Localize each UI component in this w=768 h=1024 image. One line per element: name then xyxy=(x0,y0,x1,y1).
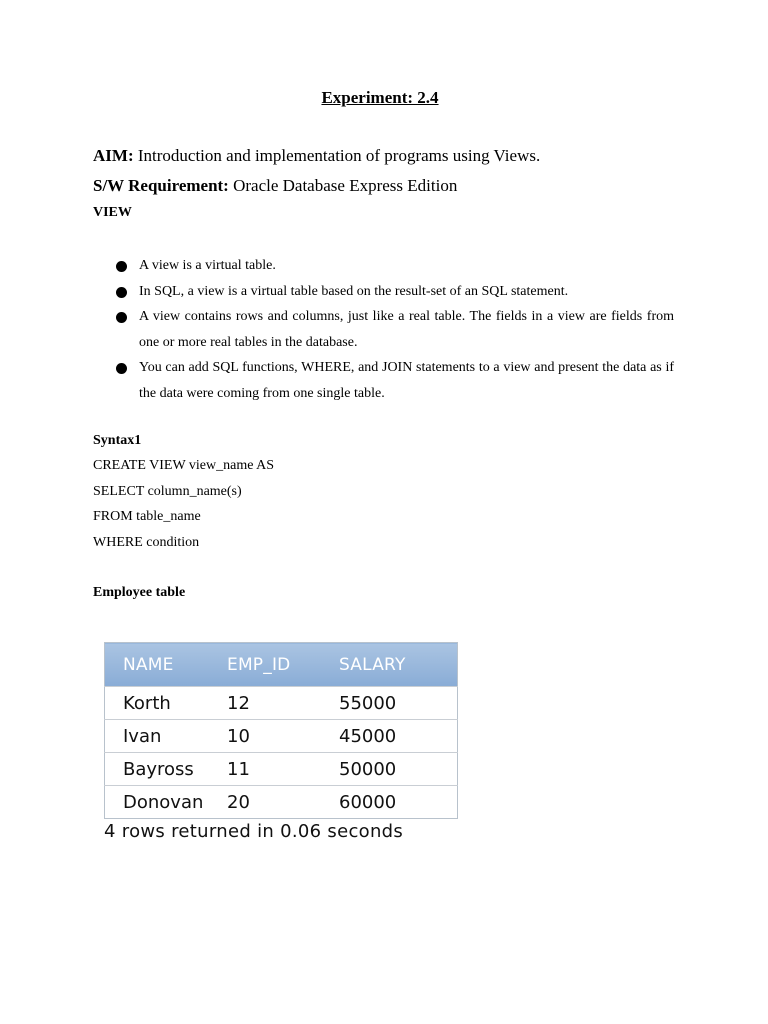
bullet-dot-icon xyxy=(116,363,127,374)
cell-name: Donovan xyxy=(105,786,228,819)
cell-salary: 50000 xyxy=(339,753,458,786)
bullet-text: A view is a virtual table. xyxy=(139,258,276,273)
table-row xyxy=(105,687,458,720)
bullet-item xyxy=(116,253,674,279)
bullet-dot-icon xyxy=(116,287,127,298)
rows-returned-status: 4 rows returned in 0.06 seconds xyxy=(104,821,404,842)
employee-table-heading: Employee table xyxy=(93,585,186,600)
cell-name: Ivan xyxy=(105,720,228,753)
bullet-text: You can add SQL functions, WHERE, and JOIN statements to a view and present the data as if the data were coming from one single table. xyxy=(139,360,674,401)
cell-salary: 60000 xyxy=(339,786,458,819)
syntax-line: FROM table_name xyxy=(93,509,201,524)
table-row xyxy=(105,786,458,819)
table-row xyxy=(105,720,458,753)
column-header-emp-id: EMP_ID xyxy=(227,643,339,687)
page-title: Experiment: 2.4 xyxy=(321,88,439,107)
bullet-text: In SQL, a view is a virtual table based on the result-set of an SQL statement. xyxy=(139,283,569,299)
cell-emp-id: 20 xyxy=(227,786,339,819)
aim-text: Introduction and implementation of programs using Views. xyxy=(133,146,541,165)
sw-requirement-text: Oracle Database Express Edition xyxy=(228,176,458,195)
column-header-salary: SALARY xyxy=(339,643,458,687)
view-heading: VIEW xyxy=(93,205,132,220)
cell-salary: 45000 xyxy=(339,720,458,753)
syntax-heading: Syntax1 xyxy=(93,433,142,448)
cell-emp-id: 10 xyxy=(227,720,339,753)
bullet-item xyxy=(116,355,674,406)
bullet-item xyxy=(116,279,674,305)
cell-name: Bayross xyxy=(105,753,228,786)
bullet-item xyxy=(116,304,674,355)
bullet-dot-icon xyxy=(116,261,127,272)
syntax-line: WHERE condition xyxy=(93,535,200,550)
sw-requirement-label: S/W Requirement: xyxy=(93,176,229,195)
cell-emp-id: 12 xyxy=(227,687,339,720)
syntax-line: SELECT column_name(s) xyxy=(93,484,242,499)
sw-requirement-line xyxy=(93,176,457,196)
cell-salary: 55000 xyxy=(339,687,458,720)
aim-line xyxy=(93,146,540,166)
bullet-dot-icon xyxy=(116,312,127,323)
aim-label: AIM: xyxy=(93,146,134,165)
view-bullet-list xyxy=(116,253,674,406)
cell-name: Korth xyxy=(105,687,228,720)
employee-table xyxy=(104,642,458,819)
cell-emp-id: 11 xyxy=(227,753,339,786)
column-header-name: NAME xyxy=(105,643,228,687)
query-result-screenshot xyxy=(104,642,458,842)
table-header-row xyxy=(105,643,458,687)
syntax-line: CREATE VIEW view_name AS xyxy=(93,458,275,473)
bullet-text: A view contains rows and columns, just like a real table. The fields in a view are fields from one or more real tables in the database. xyxy=(139,309,674,350)
table-row xyxy=(105,753,458,786)
